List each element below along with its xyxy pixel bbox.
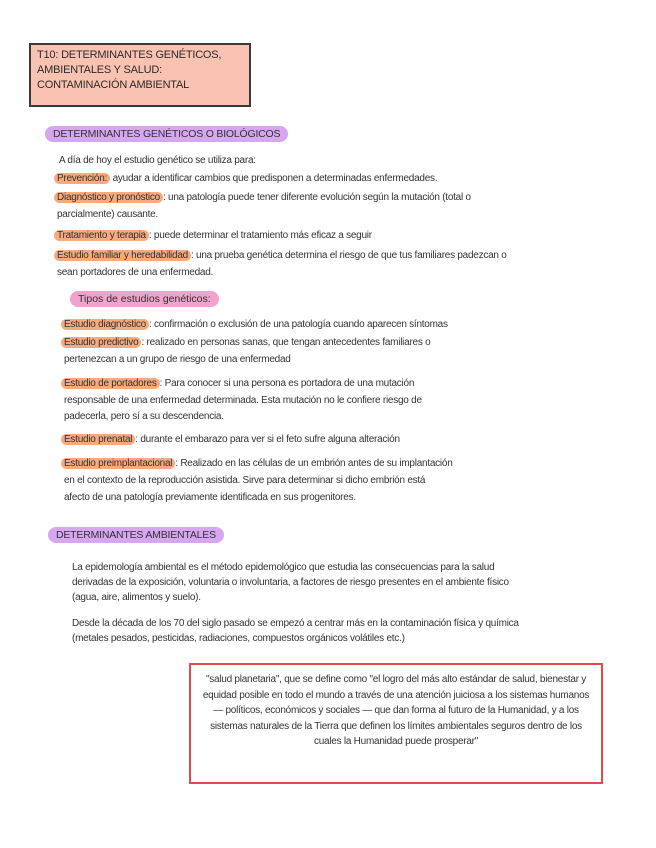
use-treatment: Tratamiento y terapia : puede determinar el tratamiento más eficaz a seguir	[57, 229, 372, 242]
study-preimplantation-cont2: afecto de una patología previamente identificada en sus progenitores.	[64, 492, 356, 503]
term-highlight: Estudio diagnóstico	[61, 319, 149, 330]
term-highlight: Prevención:	[54, 173, 110, 184]
term-highlight: Diagnóstico y pronóstico	[54, 192, 163, 203]
term-highlight: Estudio prenatal	[61, 434, 135, 445]
study-preimplantation: Estudio preimplantacional : Realizado en las células de un embrión antes de su implantación	[64, 457, 453, 470]
environmental-paragraph-2: Desde la década de los 70 del siglo pasado se empezó a centrar más en la contaminación física y química (metales pesados, pesticidas, radiaciones, compuestos orgánicos volátiles etc.)	[72, 618, 519, 644]
intro-text: A día de hoy el estudio genético se utiliza para:	[59, 155, 256, 166]
study-carriers-cont2: padecerla, pero sí a su descendencia.	[64, 411, 224, 422]
study-diagnostic: Estudio diagnóstico : confirmación o exclusión de una patología cuando aparecen síntomas	[64, 318, 448, 331]
study-predictive-cont: pertenezcan a un grupo de riesgo de una enfermedad	[64, 354, 291, 365]
study-prenatal: Estudio prenatal : durante el embarazo para ver si el feto sufre alguna alteración	[64, 433, 400, 446]
types-heading: Tipos de estudios genéticos:	[70, 291, 219, 307]
use-diagnosis: Diagnóstico y pronóstico : una patología puede tener diferente evolución según la mutación (total o	[57, 191, 471, 204]
term-highlight: Estudio preimplantacional	[61, 458, 175, 469]
study-preimplantation-cont1: en el contexto de la reproducción asistida. Sirve para determinar si dicho embrión está	[64, 475, 426, 486]
use-diagnosis-cont: parcialmente) causante.	[57, 209, 158, 220]
section-heading-genetic: DETERMINANTES GENÉTICOS O BIOLÓGICOS	[45, 126, 288, 142]
study-carriers-cont1: responsable de una enfermedad determinada. Esta mutación no le confiere riesgo de	[64, 395, 422, 406]
use-prevention: Prevención: ayudar a identificar cambios que predisponen a determinadas enfermedades.	[57, 172, 437, 185]
term-highlight: Estudio de portadores	[61, 378, 160, 389]
study-carriers: Estudio de portadores : Para conocer si una persona es portadora de una mutación	[64, 377, 414, 390]
use-family-cont: sean portadores de una enfermedad.	[57, 267, 214, 278]
term-highlight: Estudio familiar y heredabilidad	[54, 250, 191, 261]
planetary-health-quote: "salud planetaria", que se define como "el logro del más alto estándar de salud, bienestar y equidad posible en todo el mundo a través de una atención juiciosa a los sistemas humanos — políticos, económicos y sociales — que dan forma al futuro de la Humanidad, y a los sistemas naturales de la Tierra que definen los límites ambientales seguros dentro de los cuales la Humanidad puede prosperar"	[189, 663, 603, 784]
term-highlight: Estudio predictivo	[61, 337, 141, 348]
environmental-paragraph-1: La epidemología ambiental es el método epidemológico que estudia las consecuencias para la salud derivadas de la exposición, voluntaria o involuntaria, a factores de riesgo presentes en el ambiente físico (agua, aire, alimentos y suelo).	[72, 562, 509, 603]
section-heading-environmental: DETERMINANTES AMBIENTALES	[48, 527, 224, 543]
study-predictive: Estudio predictivo : realizado en personas sanas, que tengan antecedentes familiares o	[64, 336, 430, 349]
note-title: T10: DETERMINANTES GENÉTICOS, AMBIENTALES Y SALUD: CONTAMINACIÓN AMBIENTAL	[29, 43, 251, 107]
use-family: Estudio familiar y heredabilidad : una prueba genética determina el riesgo de que tus familiares padezcan o	[57, 249, 507, 262]
term-highlight: Tratamiento y terapia	[54, 230, 149, 241]
